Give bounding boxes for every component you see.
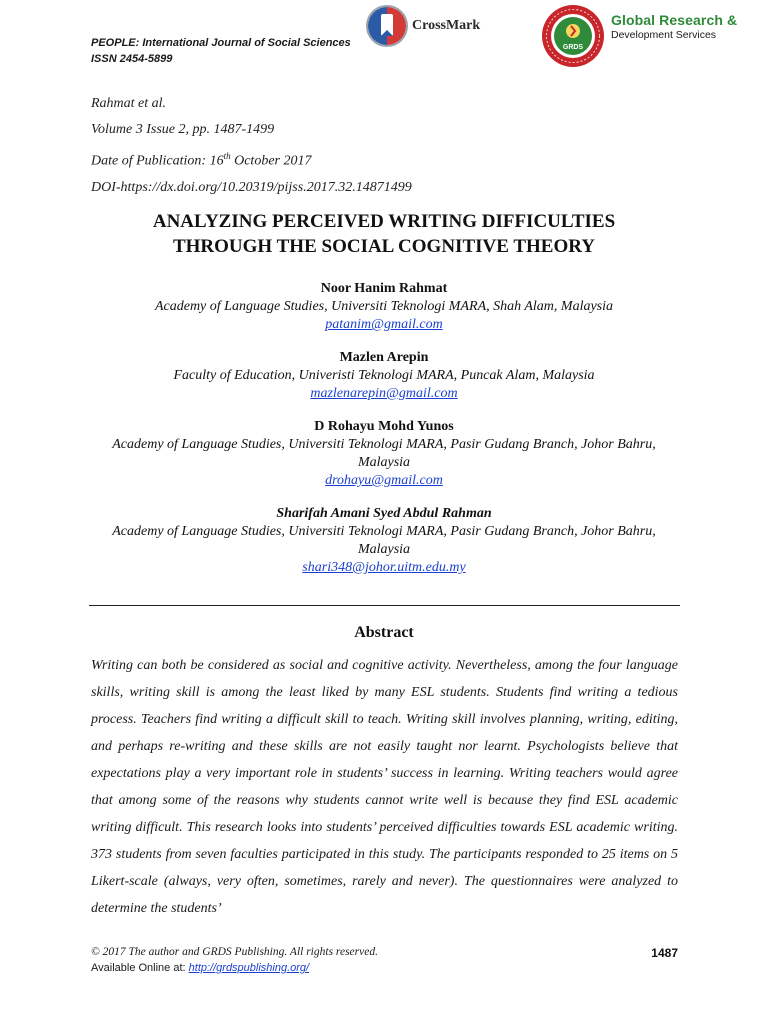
author-block xyxy=(80,349,688,403)
volume-issue: Volume 3 Issue 2, pp. 1487-1499 xyxy=(91,122,275,137)
author-affiliation-country: Malaysia xyxy=(357,542,411,557)
publisher-title: Global Research & xyxy=(611,12,738,28)
grds-logo xyxy=(541,4,737,73)
author-email-link[interactable]: shari348@johor.uitm.edu.my xyxy=(302,560,466,575)
author-name: Mazlen Arepin xyxy=(339,350,429,365)
author-email-link[interactable]: mazlenarepin@gmail.com xyxy=(310,386,458,401)
availability-label: Available Online at: xyxy=(91,962,189,974)
author-block xyxy=(80,280,688,334)
copyright-notice: © 2017 The author and GRDS Publishing. All rights reserved. xyxy=(91,946,378,958)
title-line-1: ANALYZING PERCEIVED WRITING DIFFICULTIES xyxy=(152,211,616,232)
author-list xyxy=(80,280,688,592)
crossmark-badge[interactable] xyxy=(366,4,480,53)
publisher-subtitle: Development Services xyxy=(611,29,717,41)
author-name: D Rohayu Mohd Yunos xyxy=(314,419,454,434)
author-email-link[interactable]: patanim@gmail.com xyxy=(325,317,443,332)
svg-text:GRDS: GRDS xyxy=(562,44,584,51)
author-name: Sharifah Amani Syed Abdul Rahman xyxy=(276,506,492,521)
author-email-link[interactable]: drohayu@gmail.com xyxy=(325,473,443,488)
journal-issn: ISSN 2454-5899 xyxy=(91,53,173,65)
date-suffix: October 2017 xyxy=(230,153,312,169)
abstract-text: Writing can both be considered as social and cognitive activity. Nevertheless, among the four language skills, writing skill is among the least liked by many ESL students. Students find writing a tedious process. Teachers find writing a difficult skill to teach. Writing skill involves planning, writing, editing, and perhaps re-writing and these skills are not easily taught nor learnt. Psychologists believe that expectations play a very important role in students’ success in learning. Writing teachers would agree that among some of the reasons why students cannot write well is because they find ESL academic writing difficult. This research looks into students’ perceived difficulties towards ESL academic writing. 373 students from seven faculties participated in this study. The participants responded to 25 items on 5 Likert-scale (always, very often, sometimes, rarely and never). The questionnaires were analyzed to determine the students’ xyxy=(91,658,678,916)
author-affiliation: Academy of Language Studies, Universiti Teknologi MARA, Pasir Gudang Branch, Johor Bahru, xyxy=(112,437,656,452)
abstract-heading: Abstract xyxy=(354,624,414,641)
title-line-2: THROUGH THE SOCIAL COGNITIVE THEORY xyxy=(172,236,595,257)
crossmark-label: CrossMark xyxy=(412,17,481,33)
crossmark-icon xyxy=(366,4,408,53)
publication-date xyxy=(91,143,412,175)
author-name: Noor Hanim Rahmat xyxy=(320,281,448,296)
section-divider xyxy=(89,605,680,606)
page-number: 1487 xyxy=(651,946,678,960)
author-block xyxy=(80,505,688,577)
author-affiliation: Faculty of Education, Univeristi Teknologi MARA, Puncak Alam, Malaysia xyxy=(173,368,595,383)
author-affiliation-country: Malaysia xyxy=(357,455,411,470)
author-affiliation: Academy of Language Studies, Universiti Teknologi MARA, Pasir Gudang Branch, Johor Bahru, xyxy=(112,524,656,539)
date-sup: th xyxy=(223,151,231,161)
date-prefix: Date of Publication: 16 xyxy=(91,153,224,169)
journal-name: PEOPLE: International Journal of Social Sciences xyxy=(91,37,351,49)
authors-short: Rahmat et al. xyxy=(91,96,167,111)
page-footer xyxy=(91,944,378,976)
publication-meta xyxy=(91,91,412,201)
journal-header xyxy=(91,35,351,67)
grds-seal-icon xyxy=(541,4,605,73)
paper-title xyxy=(60,209,708,259)
publisher-url-link[interactable]: http://grdspublishing.org/ xyxy=(188,962,310,974)
author-affiliation: Academy of Language Studies, Universiti Teknologi MARA, Shah Alam, Malaysia xyxy=(154,299,614,314)
author-block xyxy=(80,418,688,490)
availability-line xyxy=(91,960,378,976)
doi: DOI-https://dx.doi.org/10.20319/pijss.2017.32.14871499 xyxy=(91,179,412,195)
